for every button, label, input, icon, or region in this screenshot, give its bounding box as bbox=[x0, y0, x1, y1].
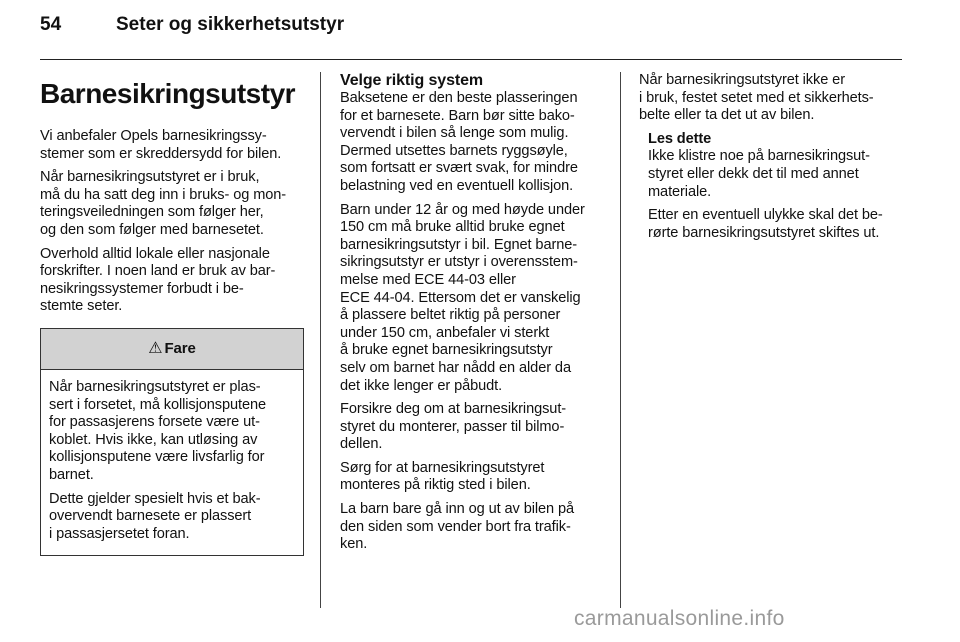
column-left bbox=[40, 72, 304, 556]
danger-label: Fare bbox=[164, 340, 196, 358]
watermark: carmanualsonline.info bbox=[574, 607, 785, 630]
paragraph: Ikke klistre noe på barnesikringsut- styret eller dekk det til med annet materiale. bbox=[648, 148, 870, 200]
page-number: 54 bbox=[40, 14, 62, 35]
page-title: Barnesikringsutstyr bbox=[40, 78, 296, 109]
paragraph: Når barnesikringsutstyret er plas- sert i forsetet, må kollisjonsputene for passasjerens forsete være ut- koblet. Hvis ikke, kan utløsing av kollisjonsputene være livsfarlig for barnet. bbox=[49, 378, 267, 483]
paragraph: Når barnesikringsutstyret er i bruk, må du ha satt deg inn i bruks- og mon- teringsveiledningen som følger her, og den som følger med barnesetet. bbox=[40, 169, 287, 238]
paragraph: Sørg for at barnesikringsutstyret monteres på riktig sted i bilen. bbox=[340, 459, 545, 494]
column-divider bbox=[620, 72, 621, 608]
note-box bbox=[639, 131, 903, 243]
danger-box-body bbox=[41, 370, 303, 555]
paragraph: Etter en eventuell ulykke skal det be- rørte barnesikringsutstyret skiftes ut. bbox=[648, 207, 883, 241]
section-title: Seter og sikkerhetsutstyr bbox=[116, 14, 345, 35]
column-right bbox=[639, 72, 903, 248]
warning-triangle-icon: ⚠ bbox=[148, 340, 163, 358]
note-title: Les dette bbox=[648, 130, 712, 147]
paragraph: Baksetene er den beste plasseringen for et barnesete. Barn bør sitte bako- vervendt i bilen så lenge som mulig. Dermed utsettes barnets ryggsøyle, som fortsatt er svært svak, for mindre belastning ved en eventuell kollisjon. bbox=[340, 90, 578, 194]
paragraph: Dette gjelder spesielt hvis et bak- overvendt barnesete er plassert i passasjersetet foran. bbox=[49, 490, 261, 542]
paragraph: La barn bare gå inn og ut av bilen på den siden som vender bort fra trafik- ken. bbox=[340, 501, 575, 553]
header-rule bbox=[40, 59, 902, 60]
subheading: Velge riktig system bbox=[340, 72, 484, 89]
page-header bbox=[40, 14, 344, 48]
paragraph: Når barnesikringsutstyret ikke er i bruk, festet setet med et sikkerhets- belte eller ta det ut av bilen. bbox=[639, 72, 874, 124]
danger-box-header bbox=[41, 329, 303, 370]
paragraph: Overhold alltid lokale eller nasjonale forskrifter. I noen land er bruk av bar- nesikringssystemer forbudt i be- stemte seter. bbox=[40, 245, 276, 315]
paragraph: Vi anbefaler Opels barnesikringssy- stemer som er skreddersydd for bilen. bbox=[40, 128, 282, 162]
danger-box bbox=[40, 328, 304, 556]
column-divider bbox=[320, 72, 321, 608]
paragraph: Barn under 12 år og med høyde under 150 cm må bruke alltid bruke egnet barnesikringsutstyr i bil. Egnet barne- sikringsutstyr er utstyr i overensstem- melse med ECE 44-03 eller ECE 44-04. Ettersom det er vanskelig å plassere beltet riktig på personer under 150 cm, anbefaler vi sterkt å bruke egnet barnesikringsutstyr selv om barnet har nådd en alder da det ikke lenger er påbudt. bbox=[340, 201, 585, 394]
column-middle bbox=[340, 72, 604, 560]
paragraph: Forsikre deg om at barnesikringsut- styret du monterer, passer til bilmo- dellen. bbox=[340, 401, 567, 453]
